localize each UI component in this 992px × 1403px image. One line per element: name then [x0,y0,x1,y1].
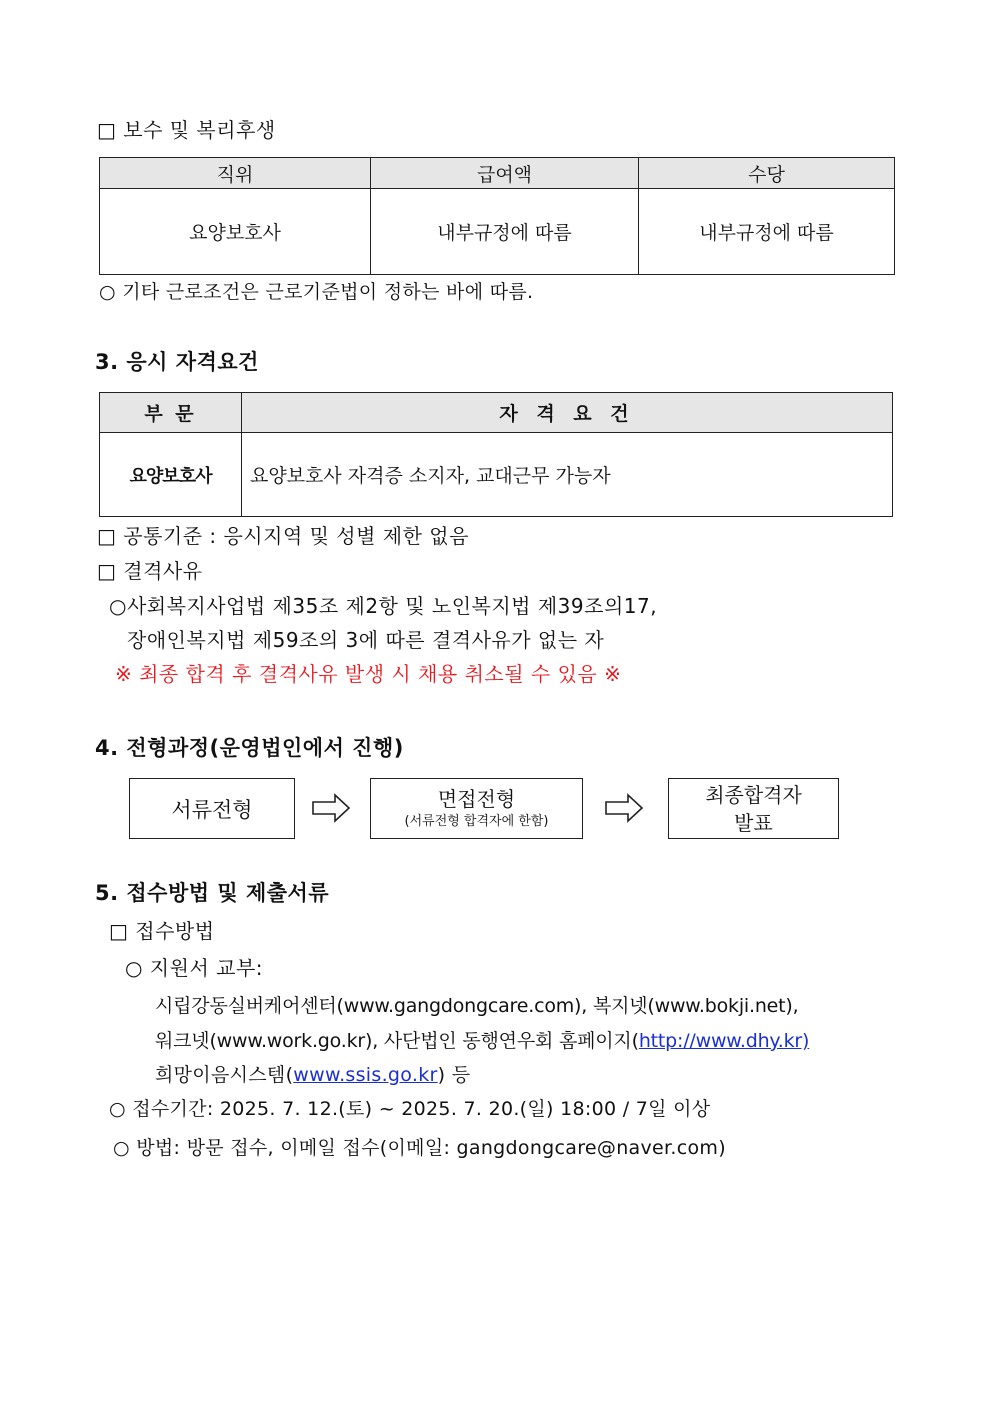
salary-table [99,157,895,275]
ssis-link[interactable]: www.ssis.go.kr [293,1064,438,1086]
salary-cell-pay: 내부규정에 따름 [371,189,639,275]
qual-cell-dept: 요양보호사 [100,433,242,517]
step-final-announcement [668,778,839,839]
step-interview-note: (서류전형 합격자에 한함) [404,813,549,829]
salary-cell-allowance: 내부규정에 따름 [639,189,895,275]
qual-cell-req: 요양보호사 자격증 소지자, 교대근무 가능자 [242,433,893,517]
cancellation-warning: ※ 최종 합격 후 결격사유 발생 시 채용 취소될 수 있음 ※ [115,662,622,686]
qual-header-req: 자 격 요 건 [242,393,893,433]
step-interview [370,778,583,839]
salary-header-position: 직위 [100,158,371,189]
salary-header-pay: 급여액 [371,158,639,189]
step-interview-label: 면접전형 [437,786,516,811]
section3-title: 3. 응시 자격요건 [95,350,259,374]
section5-title: 5. 접수방법 및 제출서류 [95,881,330,905]
arrow-right-icon [311,793,351,823]
common-criteria: □ 공통기준 : 응시지역 및 성별 제한 없음 [97,524,469,548]
step-document-screening [129,778,295,839]
section4-title: 4. 전형과정(운영법인에서 진행) [95,736,404,760]
salary-heading: □ 보수 및 복리후생 [97,118,276,142]
disqualification-line1: ○사회복지사업법 제35조 제2항 및 노인복지법 제39조의17, [109,594,658,618]
distribution-line2-text: 워크넷(www.work.go.kr), 사단법인 동행연우회 홈페이지( [155,1030,639,1052]
distribution-heading: ○ 지원서 교부: [125,956,264,980]
distribution-line3-tail: ) 등 [437,1064,471,1086]
salary-cell-position: 요양보호사 [100,189,371,275]
salary-header-allowance: 수당 [639,158,895,189]
step-document-screening-label: 서류전형 [171,797,253,822]
dhy-link[interactable]: http://www.dhy.kr) [638,1030,810,1052]
application-period: ○ 접수기간: 2025. 7. 12.(토) ~ 2025. 7. 20.(일) 18:00 / 7일 이상 [109,1098,711,1120]
step-final-line2: 발표 [734,810,773,835]
distribution-line2 [155,1026,809,1053]
salary-note: ○ 기타 근로조건은 근로기준법이 정하는 바에 따름. [99,281,534,303]
disqualification-heading: □ 결격사유 [97,559,203,583]
method-heading: □ 접수방법 [109,919,215,943]
qualification-table [99,392,893,517]
qual-header-dept: 부 문 [100,393,242,433]
application-method: ○ 방법: 방문 접수, 이메일 접수(이메일: gangdongcare@naver.com) [113,1137,726,1159]
distribution-line3 [155,1060,470,1087]
distribution-line3-text: 희망이음시스템( [155,1064,294,1086]
distribution-line1: 시립강동실버케어센터(www.gangdongcare.com), 복지넷(www.bokji.net), [155,995,799,1017]
disqualification-line2: 장애인복지법 제59조의 3에 따른 결격사유가 없는 자 [127,628,605,652]
step-final-line1: 최종합격자 [705,782,802,807]
arrow-right-icon [604,793,644,823]
